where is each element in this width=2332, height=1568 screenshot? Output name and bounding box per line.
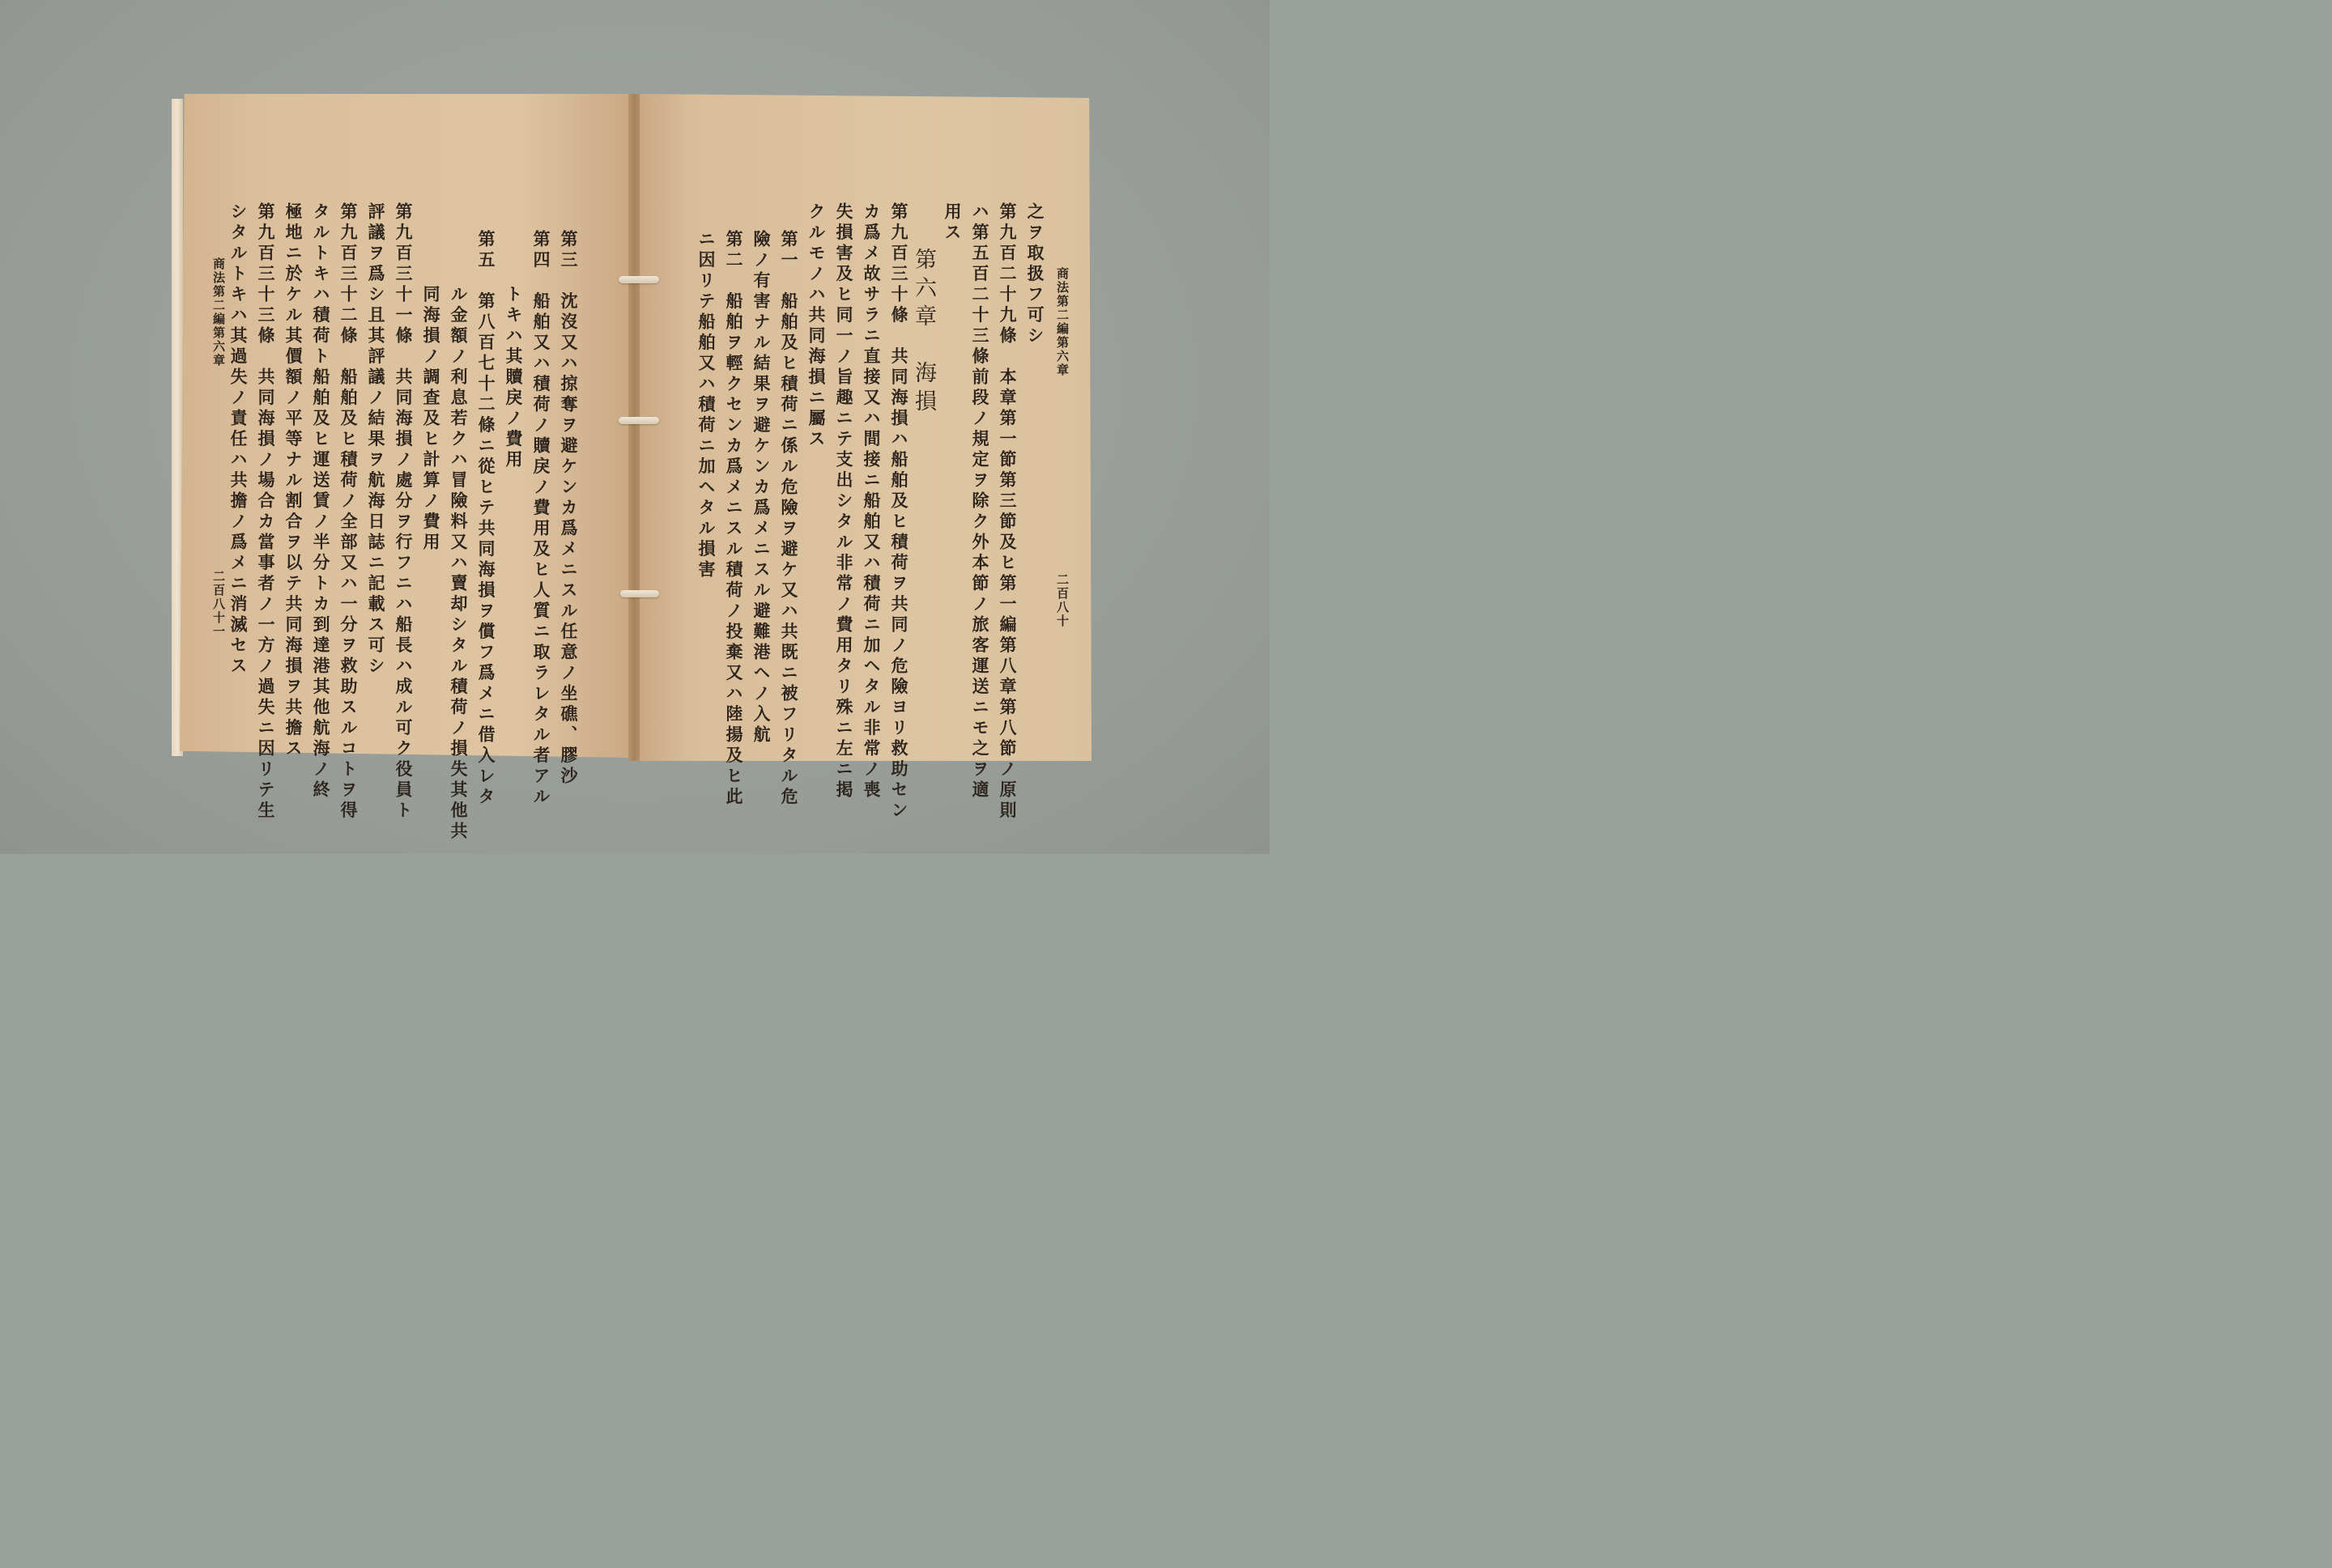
text-column: 極地ニ於ケル其價額ノ平等ナル割合ヲ以テ共同海損ヲ共擔ス: [283, 202, 304, 760]
right-running-head: 商法第二編第六章: [1055, 267, 1070, 377]
text-column: 同海損ノ調査及ヒ計算ノ費用: [421, 285, 441, 554]
text-column: 第三 沈沒又ハ掠奪ヲ避ケンカ爲メニスル任意ノ坐礁、膠沙: [559, 230, 579, 788]
binding-thread: [619, 417, 659, 424]
binding-thread: [620, 590, 659, 597]
text-column: 第四 船舶又ハ積荷ノ贖戾ノ費用及ヒ人質ニ取ラレタル者アル: [531, 230, 551, 808]
text-column: 用ス: [943, 202, 963, 244]
text-column: 第九百三十三條 共同海損ノ場合カ當事者ノ一方ノ過失ニ因リテ生: [256, 202, 276, 822]
text-column: タルトキハ積荷ト船舶及ヒ運送賃ノ半分トカ到達港其他航海ノ終: [311, 202, 331, 801]
text-column: 第九百三十條 共同海損ハ船舶及ヒ積荷ヲ共同ノ危險ヨリ救助セン: [889, 202, 909, 822]
text-column: 第二 船舶ヲ輕クセンカ爲メニスル積荷ノ投棄又ハ陸揚及ヒ此: [724, 230, 744, 808]
text-column: ハ第五百二十三條前段ノ規定ヲ除ク外本節ノ旅客運送ニモ之ヲ適: [970, 202, 990, 801]
text-column: 第九百二十九條 本章第一節第三節及ヒ第一編第八章第八節ノ原則: [998, 202, 1018, 822]
text-column: トキハ其贖戾ノ費用: [504, 285, 524, 471]
left-page-number: 二百八十一: [211, 570, 226, 639]
binding-thread: [619, 276, 659, 283]
text-column: 第五 第八百七十二條ニ從ヒテ共同海損ヲ償フ爲メニ借入レタ: [476, 230, 496, 808]
chapter-heading: 第六章 海損: [911, 248, 936, 418]
text-column: クルモノハ共同海損ニ屬ス: [806, 202, 827, 450]
text-column: ニ因リテ船舶又ハ積荷ニ加ヘタル損害: [696, 230, 717, 581]
book-spine: [628, 94, 640, 761]
text-column: シタルトキハ其過失ノ責任ハ共擔ノ爲メニ消滅セス: [228, 202, 249, 678]
right-page-number: 二百八十: [1055, 573, 1070, 628]
text-column: 第九百三十一條 共同海損ノ處分ヲ行フニハ船長ハ成ル可ク役員ト: [394, 202, 414, 822]
text-column: 失損害及ヒ同一ノ旨趣ニテ支出シタル非常ノ費用タリ殊ニ左ニ掲: [834, 202, 854, 801]
left-running-head: 商法第二編第六章: [211, 257, 226, 368]
text-column: 評議ヲ爲シ且其評議ノ結果ヲ航海日誌ニ記載ス可シ: [366, 202, 386, 678]
text-column: 第九百三十二條 船舶及ヒ積荷ノ全部又ハ一分ヲ救助スルコトヲ得: [338, 202, 359, 822]
text-column: カ爲メ故サラニ直接又ハ間接ニ船舶又ハ積荷ニ加ヘタル非常ノ喪: [862, 202, 882, 801]
text-column: 險ノ有害ナル結果ヲ避ケンカ爲メニスル避難港ヘノ入航: [751, 230, 772, 746]
scan-background: [0, 0, 1270, 854]
text-column: 之ヲ取扱フ可シ: [1025, 202, 1045, 347]
text-column: ル金額ノ利息若クハ冒險料又ハ賣却シタル積荷ノ損失其他共: [449, 285, 469, 843]
text-column: 第一 船舶及ヒ積荷ニ係ル危險ヲ避ケ又ハ共既ニ被フリタル危: [779, 230, 799, 808]
